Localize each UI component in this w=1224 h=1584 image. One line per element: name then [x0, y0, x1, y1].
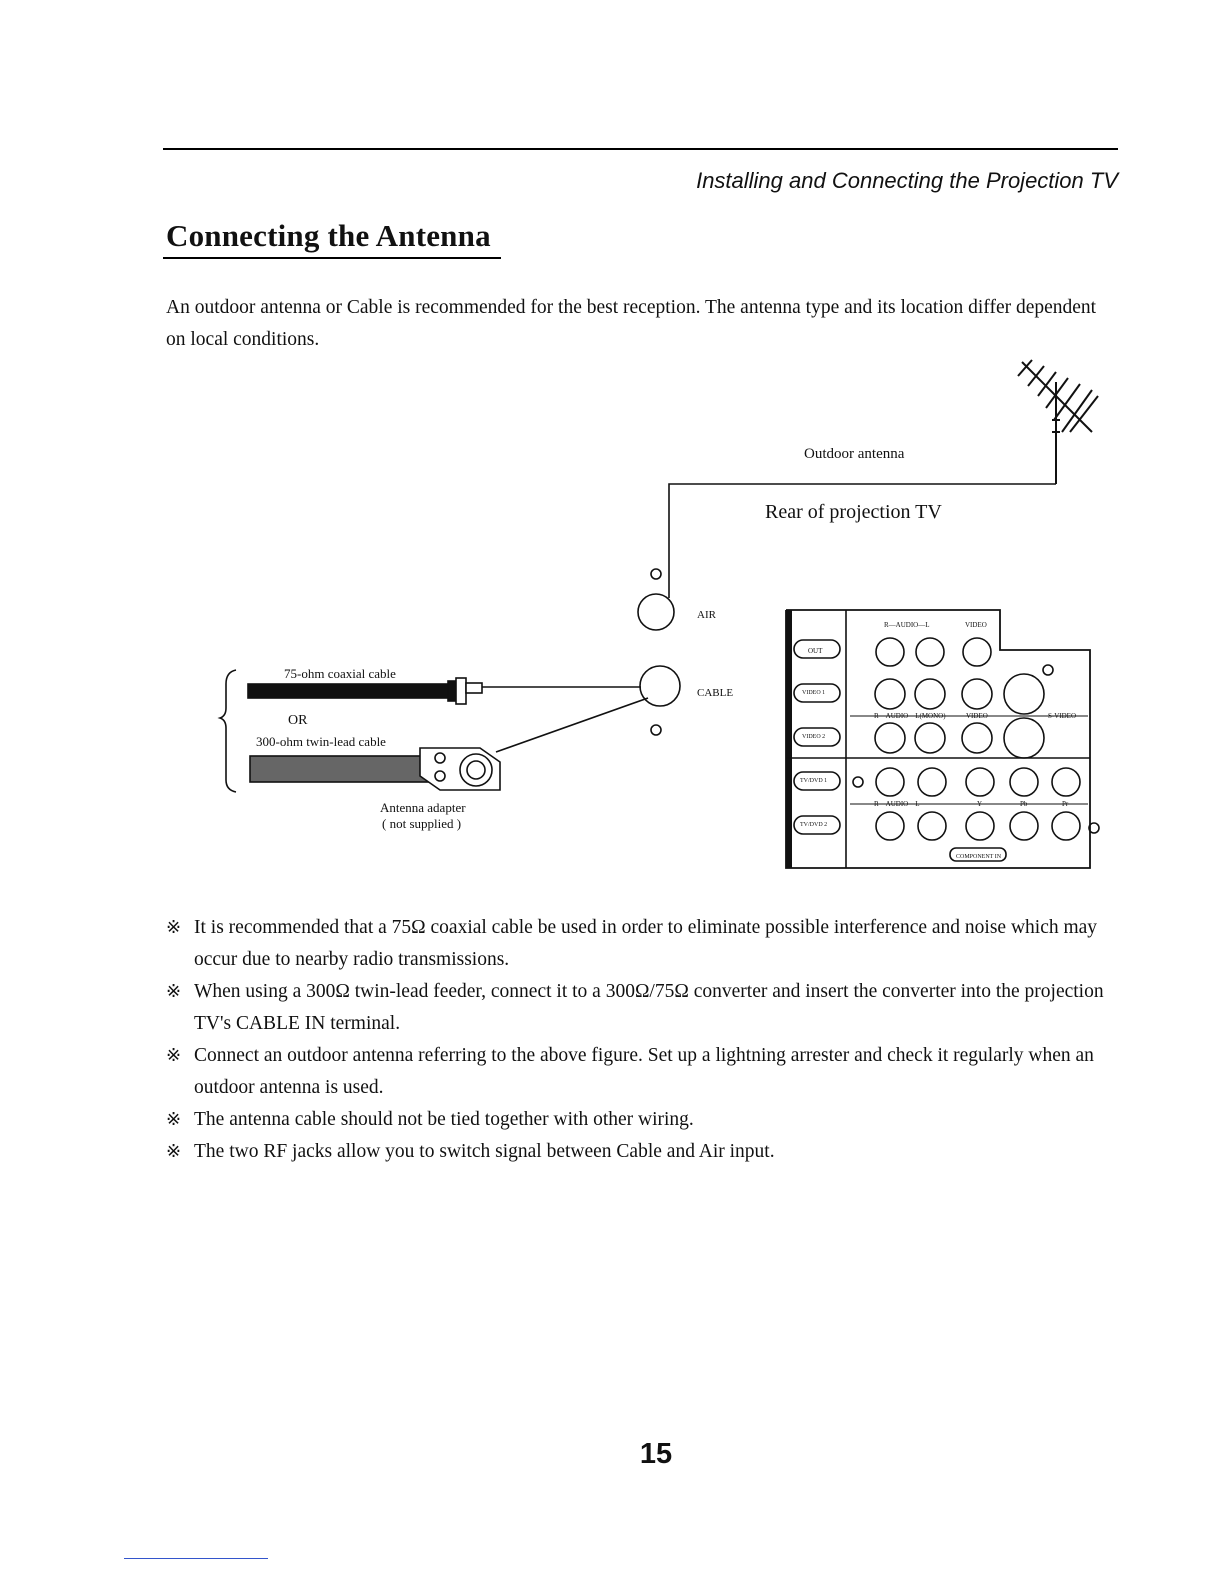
adapter-label: Antenna adapter [380, 800, 466, 815]
coax-connector-icon [448, 678, 482, 704]
video2-audio-r-jack [875, 723, 905, 753]
comp-y-label: Y [977, 800, 983, 808]
note-mark: ※ [166, 1109, 182, 1130]
note-item [166, 976, 1126, 1040]
note-item [166, 1104, 1126, 1136]
comp-pr-label: Pr [1062, 800, 1069, 808]
comp2-audio-l-jack [918, 812, 946, 840]
note-text: The two RF jacks allow you to switch signal between Cable and Air input. [194, 1141, 775, 1162]
comp2-pb-jack [1010, 812, 1038, 840]
out-badge-label: OUT [808, 647, 823, 655]
comp2-y-jack [966, 812, 994, 840]
comp2-pr-jack [1052, 812, 1080, 840]
page-title: Connecting the Antenna [166, 218, 491, 253]
note-mark: ※ [166, 917, 182, 938]
note-item [166, 912, 1126, 976]
note-mark: ※ [166, 1045, 182, 1066]
out-audio-r-jack [876, 638, 904, 666]
tvdvd1-badge-label: TV/DVD 1 [800, 778, 828, 784]
out-video-label: VIDEO [965, 621, 987, 629]
running-header: Installing and Connecting the Projection TV [696, 168, 1118, 193]
video1-audio-l-jack [915, 679, 945, 709]
outdoor-antenna-icon [1018, 360, 1098, 484]
or-label: OR [288, 713, 308, 728]
out-audio-label: R—AUDIO—L [884, 621, 930, 629]
comp1-pb-jack [1010, 768, 1038, 796]
intro-paragraph: An outdoor antenna or Cable is recommended for the best reception. The antenna type and its location differ dependent on local conditions. [166, 297, 1097, 350]
twin-lead-cable-icon [250, 756, 440, 782]
comp-audio-label: R—AUDIO—L [874, 800, 920, 808]
page-number: 15 [639, 1438, 673, 1470]
twinlead-label: 300-ohm twin-lead cable [256, 734, 386, 749]
note-text: Connect an outdoor antenna referring to the above figure. Set up a lightning arrester and check it regularly when an outdoor antenna is used. [194, 1045, 1094, 1098]
air-jack [638, 594, 674, 630]
video1-audio-r-jack [875, 679, 905, 709]
comp1-audio-r-jack [876, 768, 904, 796]
video2-audio-l-jack [915, 723, 945, 753]
cable-jack [640, 666, 680, 706]
screw-hole-bottom [651, 725, 661, 735]
coaxial-cable-icon [248, 684, 448, 698]
tvdvd2-badge-label: TV/DVD 2 [800, 822, 828, 828]
s-video-label: S-VIDEO [1048, 712, 1076, 720]
comp2-audio-r-jack [876, 812, 904, 840]
note-item [166, 1136, 1126, 1168]
notes-list [166, 912, 1126, 1168]
note-text: The antenna cable should not be tied together with other wiring. [194, 1109, 694, 1130]
comp-pb-label: Pb [1020, 800, 1028, 808]
video2-video-jack [962, 723, 992, 753]
title-underline [163, 257, 501, 259]
in-video-label: VIDEO [966, 712, 988, 720]
comp1-pr-jack [1052, 768, 1080, 796]
comp1-audio-l-jack [918, 768, 946, 796]
note-mark: ※ [166, 1141, 182, 1162]
video1-badge-label: VIDEO 1 [802, 690, 826, 696]
antenna-adapter-icon [420, 748, 500, 790]
outdoor-antenna-label: Outdoor antenna [804, 446, 905, 462]
video2-badge-label: VIDEO 2 [802, 734, 826, 740]
air-label: AIR [697, 609, 716, 621]
video1-video-jack [962, 679, 992, 709]
coax-label: 75-ohm coaxial cable [284, 666, 396, 681]
rear-panel [786, 610, 1099, 868]
video1-svideo-jack [1004, 674, 1044, 714]
audio-mono-label: R—AUDIO—L(MONO) [874, 712, 946, 720]
note-text: When using a 300Ω twin-lead feeder, connect it to a 300Ω/75Ω converter and insert the converter into the projection TV's CABLE IN terminal. [194, 981, 1104, 1034]
footer-line [124, 1558, 268, 1559]
comp1-y-jack [966, 768, 994, 796]
cable-label: CABLE [697, 687, 734, 699]
twinlead-wire [496, 698, 648, 752]
video2-svideo-jack [1004, 718, 1044, 758]
out-audio-l-jack [916, 638, 944, 666]
note-mark: ※ [166, 981, 182, 1002]
note-text: It is recommended that a 75Ω coaxial cable be used in order to eliminate possible interference and noise which may occur due to nearby radio transmissions. [194, 917, 1098, 970]
rear-tv-label: Rear of projection TV [765, 501, 942, 523]
note-item [166, 1040, 1126, 1104]
antenna-lead-wire [669, 484, 1056, 598]
input-options-bracket [220, 670, 236, 792]
component-in-label: COMPONENT IN [956, 854, 1002, 860]
header-rule [163, 148, 1118, 150]
screw-hole-top [651, 569, 661, 579]
out-video-jack [963, 638, 991, 666]
not-supplied-label: ( not supplied ) [382, 816, 462, 831]
